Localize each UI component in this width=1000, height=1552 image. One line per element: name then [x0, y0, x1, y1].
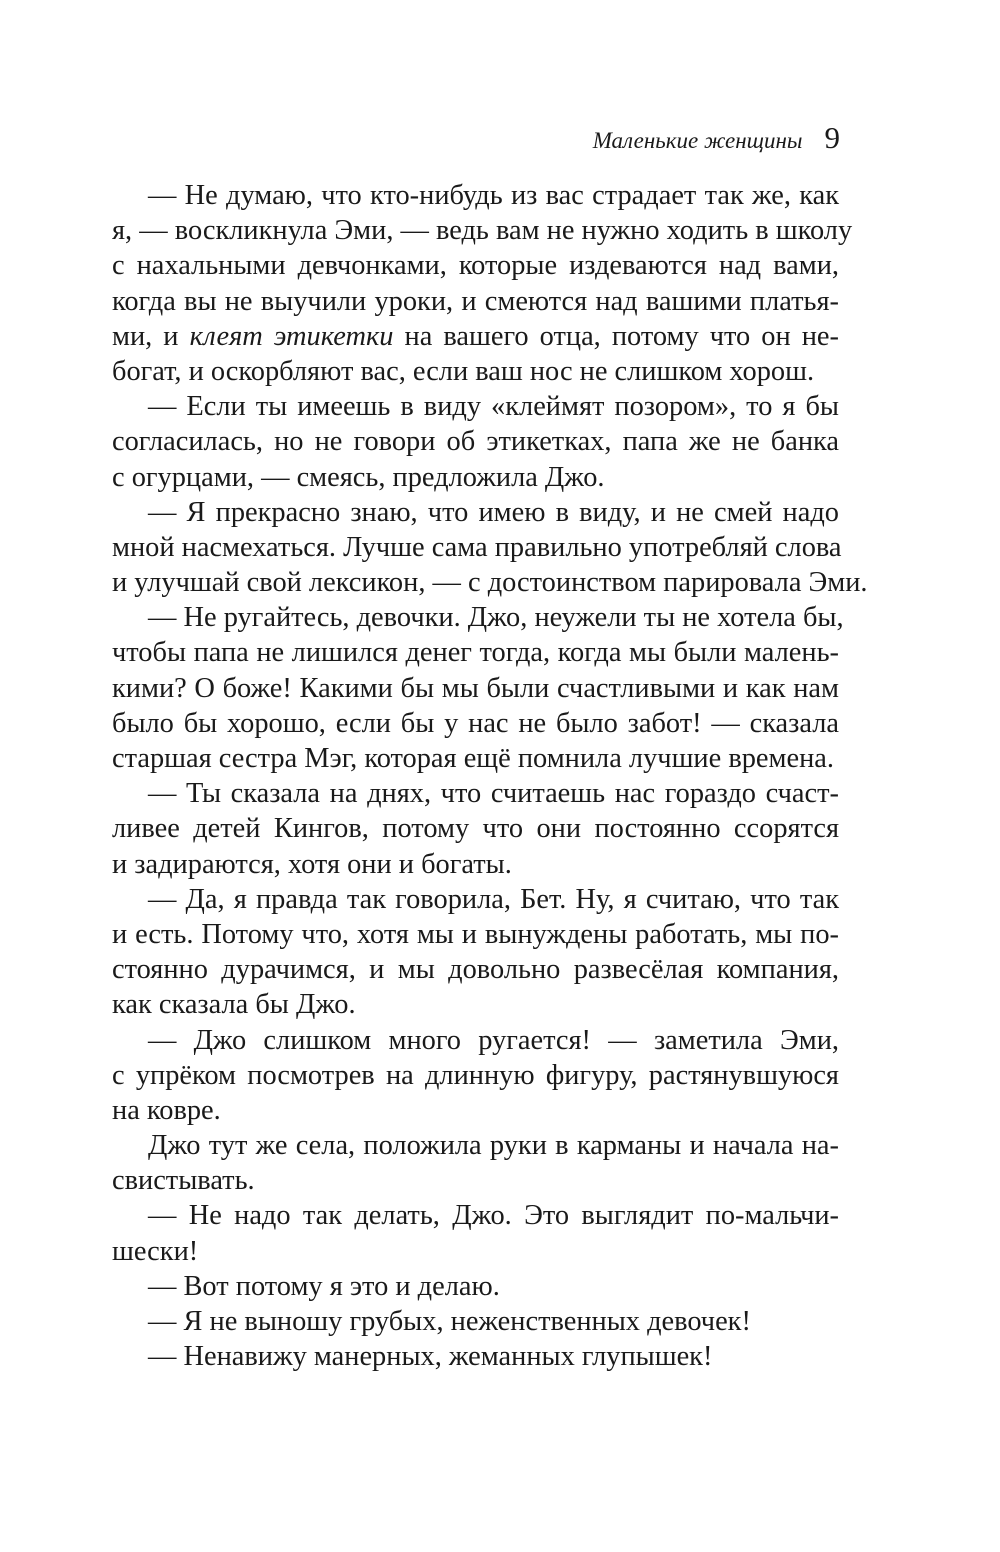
emphasis-run: клеят этикетки — [189, 320, 394, 352]
text-line: и улучшай свой лексикон, — с достоинством парировала Эми. — [112, 567, 868, 599]
text-line: стоянно дурачимся, и мы довольно развесёлая компания, — [112, 954, 839, 986]
text-line: я, — воскликнула Эми, — ведь вам не нужно ходить в школу — [112, 215, 853, 247]
text-line: — Не ругайтесь, девочки. Джо, неужели ты не хотела бы, — [148, 602, 844, 634]
text-line: — Я не выношу грубых, неженственных девочек! — [148, 1306, 751, 1337]
text-line: когда вы не выучили уроки, и смеются над вашими платья- — [112, 285, 839, 317]
text-line: и задираются, хотя они и богаты. — [112, 848, 512, 880]
text-line: — Я прекрасно знаю, что имею в виду, и не смей надо — [148, 496, 839, 528]
text-line: мной насмехаться. Лучше сама правильно употребляй слова — [112, 531, 842, 563]
text-line: — Не надо так делать, Джо. Это выглядит по-мальчи- — [148, 1200, 839, 1232]
text-line: чтобы папа не лишился денег тогда, когда мы были малень- — [112, 637, 839, 669]
text-line — [112, 319, 839, 354]
text-line: — Если ты имеешь в виду «клеймят позором», то я бы — [148, 391, 839, 423]
text-run: ми, и — [112, 320, 190, 352]
body-text — [112, 178, 868, 1374]
text-line: с огурцами, — смеясь, предложила Джо. — [112, 461, 605, 493]
running-title: Маленькие женщины — [592, 128, 803, 153]
running-head — [593, 120, 840, 156]
text-line: согласилась, но не говори об этикетках, папа же не банка — [112, 426, 839, 458]
text-line: — Ненавижу манерных, жеманных глупышек! — [148, 1341, 713, 1373]
text-line: как сказала бы Джо. — [112, 989, 356, 1021]
text-line: на ковре. — [112, 1094, 221, 1126]
text-line: с нахальными девчонками, которые издеваются над вами, — [112, 250, 839, 282]
text-line: — Ты сказала на днях, что считаешь нас гораздо счаст- — [148, 778, 839, 810]
text-line: богат, и оскорбляют вас, если ваш нос не слишком хорош. — [112, 355, 815, 387]
text-line: свистывать. — [112, 1165, 255, 1197]
text-line: с упрёком посмотрев на длинную фигуру, растянувшуюся — [112, 1059, 839, 1091]
text-line: было бы хорошо, если бы у нас не было забот! — сказала — [112, 707, 839, 739]
text-line: кими? О боже! Какими бы мы были счастливыми и как нам — [112, 672, 839, 704]
page-number: 9 — [824, 120, 840, 155]
text-line: шески! — [112, 1235, 199, 1267]
text-line: — Вот потому я это и делаю. — [148, 1270, 500, 1302]
text-run: на вашего отца, потому что он не- — [393, 320, 839, 352]
text-line: и есть. Потому что, хотя мы и вынуждены работать, мы по- — [112, 918, 839, 950]
text-line: — Джо слишком много ругается! — заметила Эми, — [148, 1024, 839, 1056]
text-line: старшая сестра Мэг, которая ещё помнила лучшие времена. — [112, 743, 834, 774]
text-line: — Да, я правда так говорила, Бет. Ну, я считаю, что так — [148, 883, 839, 915]
text-line: ливее детей Кингов, потому что они постоянно ссорятся — [112, 813, 839, 845]
text-line: Джо тут же села, положила руки в карманы и начала на- — [148, 1130, 839, 1162]
text-line: — Не думаю, что кто-нибудь из вас страдает так же, как — [148, 180, 839, 211]
